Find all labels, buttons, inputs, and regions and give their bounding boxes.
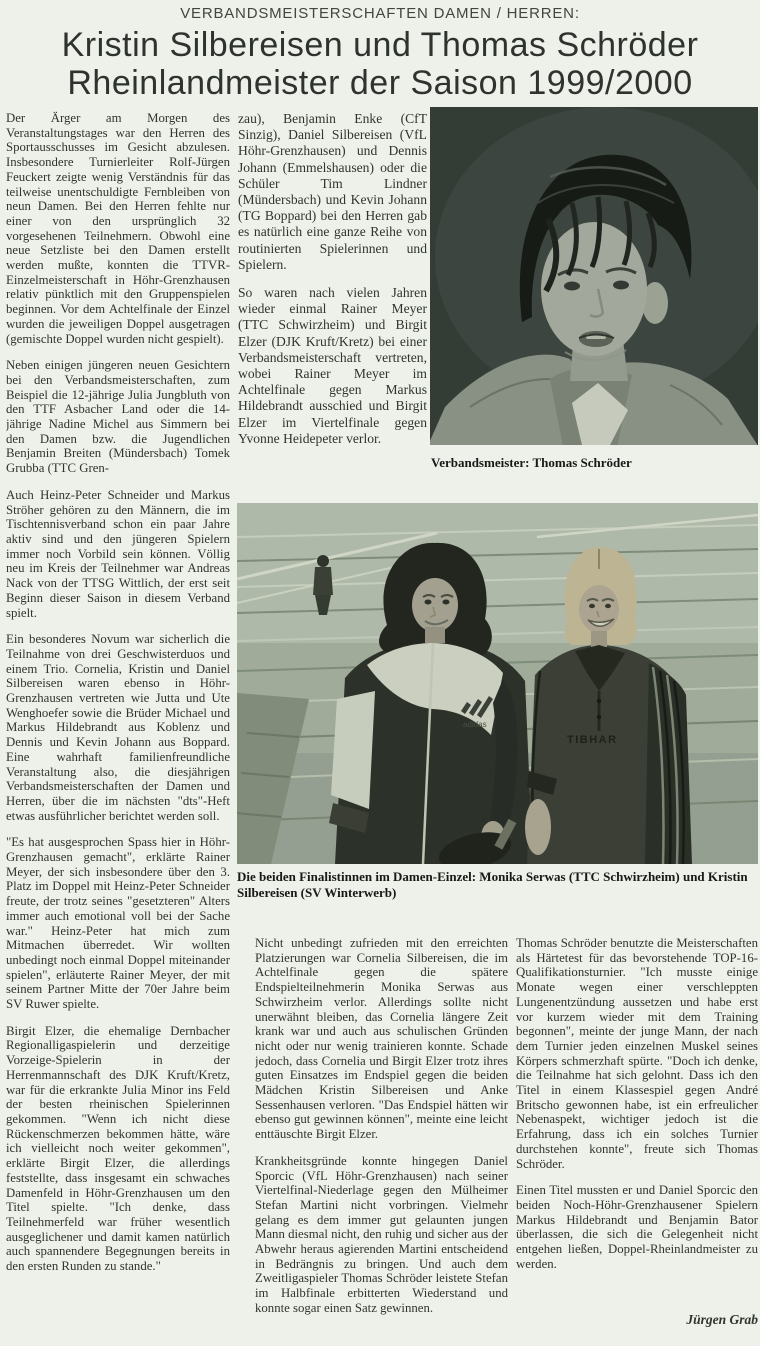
portrait-photo-thomas-schroeder xyxy=(430,107,758,445)
paragraph: Neben einigen jüngeren neuen Gesichtern bei den Verbandsmeisterschaften, zum Beispiel die 12-jährige Julia Jungbluth von den TTF Asbacher Land oder die 14-jährige Nadine Michel aus Simmern bei den Damen bzw. die Jugendlichen Benjamin Breiten (Mündersbach) Tomek Grubba (TTC Gren- xyxy=(6,358,230,476)
kicker: VERBANDSMEISTERSCHAFTEN DAMEN / HERREN: xyxy=(180,5,580,22)
page-title-line1: Kristin Silbereisen und Thomas Schröder xyxy=(61,26,699,64)
paragraph: Birgit Elzer, die ehemalige Dernbacher Regionalligaspielerin und derzeitige Vorzeige-Spielerin in der Herrenmannschaft des DJK Kruft/Kretz, war für die erkrankte Julia Minor ins Feld der besten rheinischen Spielerinnen gekommen. "Wenn ich nicht diese Rückenschmerzen bekommen hätte, wäre ich vielleicht noch weiter gekommen", erklärte Birgit Elzer, die allerdings feststellte, dass insgesamt ein schwaches Damenfeld in Höhr-Grenzhausen um den Titel spielte. "Ich denke, dass Teilnehmerfeld war früher wesentlich ausgeglichener und damit kamen natürlich auch spannendere Begegnungen bereits in den ersten Runden zu stande." xyxy=(6,1023,230,1274)
paragraph: Der Ärger am Morgen des Veranstaltungstages war den Herren des Sportausschusses im Gesicht abzulesen. Insbesondere Turnierleiter Rolf-Jürgen Feuckert zeigte wenig Verständnis für das teilweise unentschuldigte Fernbleiben von neun Damen. Bei den Herren fehlte nur einer von den ursprünglich 32 vorgesehenen Teilnehmern. Obwohl eine neue Setzliste bei den Damen erstellt werden mußte, konnten die TTVR-Einzelmeisterschaft in Höhr-Grenzhausen relativ pünktlich mit den Gruppenspielen beginnen. Vor dem Achtelfinale der Einzel wurden die jeweiligen Doppel ausgetragen (gemischte Doppel wurden nicht gespielt). xyxy=(6,111,230,346)
article-column-bottom-right xyxy=(516,936,758,1343)
paragraph: Auch Heinz-Peter Schneider und Markus Ströher gehören zu den Männern, die im Tischtennisverband schon ein paar Jahre aktiv sind und den jüngeren Spielern immer noch Vorbild sein können. Völlig neu im Kreis der Teilnehmer war Andreas Nack von der TTSG Wittlich, der erst seit Beginn dieser Saison in diesem Verband spielt. xyxy=(6,487,230,620)
adidas-brand-text: adidas xyxy=(463,720,487,729)
finalists-caption: Die beiden Finalistinnen im Damen-Einzel: Monika Serwas (TTC Schwirzheim) und Kristin Silbereisen (SV Winterwerb) xyxy=(237,869,748,900)
paragraph: So waren nach vielen Jahren wieder einmal Rainer Meyer (TTC Schwirzheim) und Birgit Elzer (DJK Kruft/Kretz) bei einer Verbandsmeisterschaft vertreten, wobei Rainer Meyer im Achtelfinale gegen Markus Hildebrandt ausschied und Birgit Elzer im Viertelfinale gegen Yvonne Heidepeter verlor. xyxy=(238,285,427,446)
tibhar-brand-text: TIBHAR xyxy=(567,734,618,746)
paragraph: Ein besonderes Novum war sicherlich die Teilnahme von drei Geschwisterduos und einem Trio. Cornelia, Kristin und Daniel Silbereisen waren ebenso in Höhr-Grenzhausen vertreten wie Jutta und Ute Wenghoefer sowie die Brüder Michael und Markus Hildebrandt aus Koblenz und Dennis und Kevin Johann aus Boppard. Eine wahrhaft familienfreundliche Veranstaltung also, die diesjährigen Verbandsmeisterschaften der Damen und Herren, über die im nächsten "dts"-Heft etwas ausführlicher berichtet werden soll. xyxy=(6,632,230,823)
paragraph: zau), Benjamin Enke (CfT Sinzig), Daniel Silbereisen (VfL Höhr-Grenzhausen) und Dennis Johann (Emmelshausen) oder die Schüler Tim Lindner (Mündersbach) und Kevin Johann (TG Boppard) bei den Herren gab es natürlich eine ganze Reihe von routinierten Spielerinnen und Spielern. xyxy=(238,111,427,272)
paragraph: Einen Titel mussten er und Daniel Sporcic den beiden Noch-Höhr-Grenzhausener Spielern Markus Hildebrandt und Benjamin Bator überlassen, die sich die Gelegenheit nicht entgehen ließen, Doppel-Rheinlandmeister zu werden. xyxy=(516,1183,758,1271)
article-column-middle-top xyxy=(238,111,427,459)
paragraph: Thomas Schröder benutzte die Meisterschaften als Härtetest für das bevorstehende TOP-16-Qualifikationsturnier. "Ich musste einige Monate wegen einer verschleppten Lungenentzündung aussetzen und habe erst vor kurzem wieder mit dem Training begonnen", meinte der junge Mann, der nach dem Turnier jeden einzelnen Muskel seines Körpers schmerzhaft spürte. "Doch ich denke, die Teilnahme hat sich gelohnt. Dass ich den Titel in einem Klassespiel gegen André Britscho gewonnen habe, ist ein erfreulicher Nebenaspekt, wichtiger jedoch ist die Erfahrung, dass ich ein solches Turnier durchstehen konnte", freute sich Thomas Schröder. xyxy=(516,936,758,1171)
paragraph: Nicht unbedingt zufrieden mit den erreichten Platzierungen war Cornelia Silbereisen, die im Achtelfinale gegen die spätere Endspielteilnehmerin Monika Serwas aus Schwirzheim verlor. Allerdings sollte nicht unerwähnt bleiben, das Cornelia längere Zeit krank war und auch aus schulischen Gründen nicht oder nur wenig trainieren konnte. Schade jedoch, dass Cornelia und Birgit Elzer trotz ihres guten Einsatzes im Endspiel gegen die beiden Mädchen Kristin Silbereisen und Anke Sessenhausen verloren. "Das Endspiel hätten wir ebenso gut gewinnen können", meinte eine leicht enttäuschte Birgit Elzer. xyxy=(255,936,508,1142)
page-title-line2: Rheinlandmeister der Saison 1999/2000 xyxy=(67,64,693,102)
portrait-caption: Verbandsmeister: Thomas Schröder xyxy=(431,455,632,470)
finalists-photo xyxy=(237,503,758,864)
article-column-left xyxy=(6,111,230,1343)
article-column-bottom-middle xyxy=(255,936,508,1343)
paragraph: Krankheitsgründe konnte hingegen Daniel Sporcic (VfL Höhr-Grenzhausen) nach seiner Viertelfinal-Niederlage gegen den Mülheimer Stefan Martini nicht vorbringen. Vielmehr gelang es dem immer gut gelaunten jungen Mann diesmal nicht, den ruhig und sicher aus der Abwehr heraus agierenden Martini entscheidend in Bedrängnis zu bringen. Und auch dem Zweitligaspieler Thomas Schröder leistete Stefan im Halbfinale erbitterten Wiederstand und konnte sogar einen Satz gewinnen. xyxy=(255,1153,508,1315)
author-byline: Jürgen Grab xyxy=(686,1312,758,1328)
paragraph: "Es hat ausgesprochen Spass hier in Höhr-Grenzhausen gemacht", erklärte Rainer Meyer, der sich insbesondere über den 3. Platz im Doppel mit Heinz-Peter Schneider freute, der trotz seines "gesetzteren" Alters immer auch emotional voll bei der Sache war." Heinz-Peter hat mich zum Mitmachen überredet. Wir wollten unbedingt noch einmal Doppel miteinander spielen", erläuterte Rainer Meyer, der mit seinem Partner Mitte der 70er Jahre beim SV Ruwer spielte. xyxy=(6,835,230,1012)
